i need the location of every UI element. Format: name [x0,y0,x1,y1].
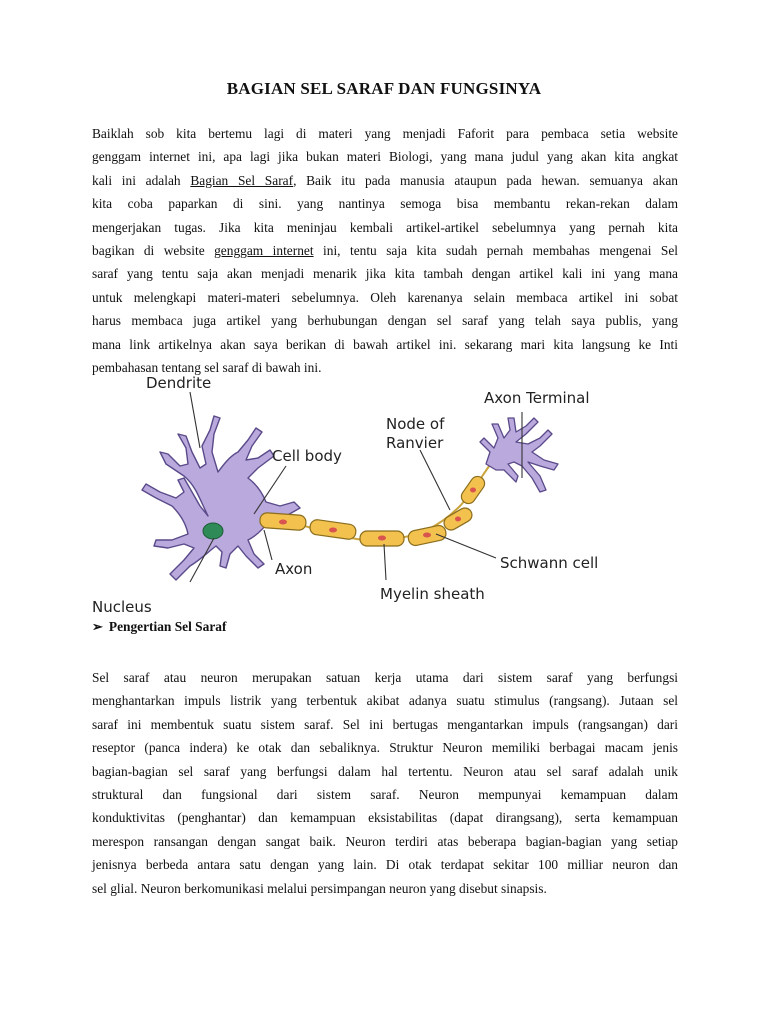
definition-line: reseptor (panca indera) ke otak dan sebaliknya. Struktur Neuron memiliki berbagai macam jenis [92,740,678,756]
definition-line: struktural dan fungsional dari sistem saraf. Neuron mempunyai kemampuan dalam [92,787,678,803]
intro-line: saraf yang tentu saja akan menjadi menarik jika kita tambah dengan artikel kali ini yang mana [92,266,678,282]
intro-line: mengerjakan tugas. Jika kita meninjau kembali artikel-artikel sebelumnya yang pernah kita [92,219,678,235]
intro-line [92,239,678,262]
text: bagikan di website [92,243,215,259]
definition-line: bagian-bagian sel saraf yang berfungsi dalam hal tertentu. Neuron atau sel saraf adalah unik [92,763,678,779]
arrow-bullet-icon: ➢ [92,619,103,634]
link-genggam-internet[interactable]: genggam internet [214,243,314,259]
label-schwann-cell: Schwann cell [500,554,599,572]
definition-line: Sel saraf atau neuron merupakan satuan kerja utama dari sistem saraf yang berfungsi [92,670,678,685]
intro-line: pembahasan tentang sel saraf di bawah ini. [92,360,322,376]
definition-line: saraf ini membentuk suatu sistem saraf. Sel ini bertugas mengantarkan impuls (rangsangan) dari [92,716,678,732]
definition-line: merespon ransangan dengan sangat baik. Neuron terdiri atas beberapa bagian-bagian yang setiap [92,833,678,849]
label-axon-terminal: Axon Terminal [484,389,590,407]
intro-line [92,169,678,192]
page-title: BAGIAN SEL SARAF DAN FUNGSINYA [226,79,542,98]
definition-line: konduktivitas (penghantar) dan kemampuan eksistabilitas (dapat dirangsang), serta kemampuan [92,810,678,826]
section-heading-text: Pengertian Sel Saraf [108,619,227,634]
label-myelin-sheath: Myelin sheath [380,585,485,603]
neuron-diagram [88,368,628,618]
dendrites [142,416,300,580]
nucleus [203,523,223,539]
text: kali ini adalah [92,172,191,188]
label-dendrite: Dendrite [146,374,212,392]
intro-line: kita coba paparkan di sini. yang nantinya semoga bisa membantu rekan-rekan dalam [92,196,678,212]
section-heading [92,619,226,635]
intro-line: untuk melengkapi materi-materi sebelumnya. Oleh karenanya selain membaca artikel ini sobat [92,289,678,305]
text: ini, tentu saja kita sudah pernah membahas mengenai Sel [313,243,678,259]
label-node-of: Node of [386,415,445,433]
intro-line: genggam internet ini, apa lagi jika bukan materi Biologi, yang mana judul yang akan kita angkat [92,149,678,165]
label-ranvier: Ranvier [386,434,444,452]
label-nucleus: Nucleus [92,598,152,616]
intro-line: mana link artikelnya akan saya berikan di bawah artikel ini. sekarang mari kita langsung ke Inti [92,336,678,352]
definition-paragraph [92,666,678,900]
definition-line: menghantarkan impuls listrik yang terbentuk akibat adanya suatu stimulus (rangsang). Jutaan sel [92,693,678,709]
definition-line: jenisnya berbeda antara satu dengan yang lain. Di otak terdapat sekitar 100 milliar neuron dan [92,857,678,873]
link-bagian-sel-saraf[interactable]: Bagian Sel Saraf [190,172,294,188]
label-axon: Axon [275,560,313,578]
label-cell-body: Cell body [272,447,342,465]
text: , Baik itu pada manusia ataupun pada hewan. semuanya akan [293,172,678,188]
intro-line: Baiklah sob kita bertemu lagi di materi yang menjadi Faforit para pembaca setia website [92,126,678,141]
intro-line: harus membaca juga artikel yang berhubungan dengan sel saraf yang telah saya publis, yang [92,313,678,329]
definition-line: sel glial. Neuron berkomunikasi melalui persimpangan neuron yang disebut sinapsis. [92,880,547,896]
axon-terminal [480,418,558,492]
intro-paragraph [92,122,678,379]
